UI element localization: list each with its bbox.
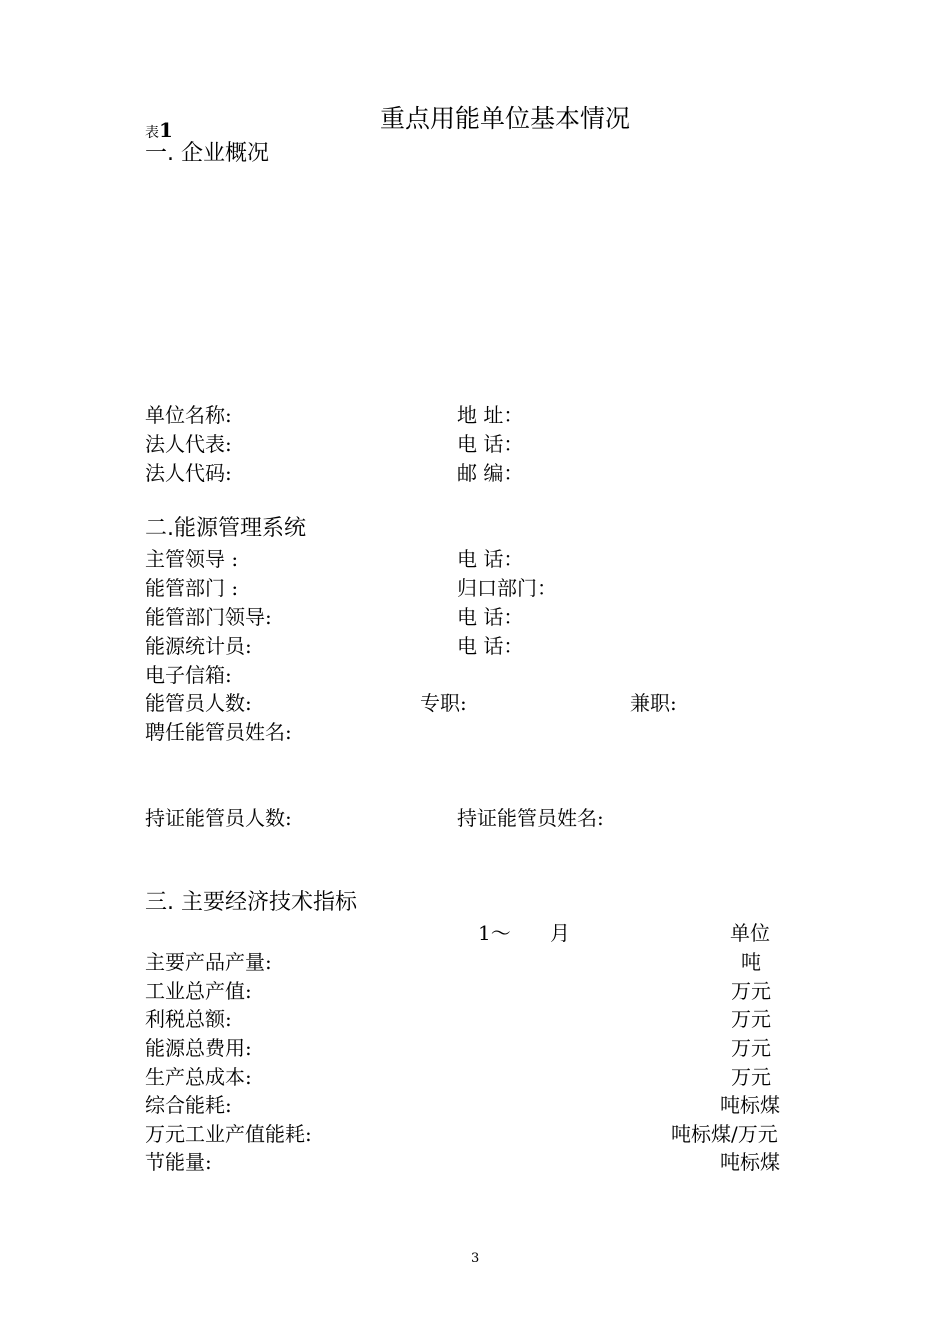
section1-heading: 一. 企业概况 bbox=[145, 141, 269, 166]
section1-row-right: 电 话： bbox=[457, 432, 524, 456]
section2-heading: 二.能源管理系统 bbox=[145, 516, 306, 541]
indicator-label: 利税总额: bbox=[145, 1007, 232, 1031]
table-label bbox=[145, 120, 173, 140]
table-prefix: 表 bbox=[145, 125, 159, 141]
section1-row-right: 地 址： bbox=[457, 403, 524, 427]
indicator-unit: 万元 bbox=[731, 1065, 771, 1089]
period-start: 1～ bbox=[478, 921, 511, 945]
section2-row-right: 电 话： bbox=[457, 547, 524, 571]
indicator-unit: 吨标煤 bbox=[720, 1150, 780, 1174]
section1-row-left: 法人代码: bbox=[145, 461, 232, 485]
indicator-label: 工业总产值: bbox=[145, 979, 252, 1003]
section3-heading: 三. 主要经济技术指标 bbox=[145, 890, 357, 915]
section2-row-right: 电 话： bbox=[457, 634, 524, 658]
indicator-label: 综合能耗: bbox=[145, 1093, 232, 1117]
unit-header: 单位 bbox=[730, 921, 770, 945]
section1-row-right: 邮 编： bbox=[457, 461, 524, 485]
indicator-label: 主要产品产量: bbox=[145, 950, 272, 974]
indicator-label: 节能量: bbox=[145, 1150, 212, 1174]
page-title: 重点用能单位基本情况 bbox=[380, 104, 631, 133]
certified-count-label: 持证能管员人数: bbox=[145, 806, 292, 830]
indicator-unit: 吨标煤 bbox=[720, 1093, 780, 1117]
staff-count-label: 能管员人数: bbox=[145, 691, 252, 715]
indicator-label: 生产总成本: bbox=[145, 1065, 252, 1089]
indicator-unit: 万元 bbox=[731, 979, 771, 1003]
section2-row-left: 能管部门 : bbox=[145, 576, 239, 600]
section1-row-left: 法人代表: bbox=[145, 432, 232, 456]
section2-row-left: 能管部门领导: bbox=[145, 605, 272, 629]
full-time-label: 专职: bbox=[420, 691, 467, 715]
section2-row-left: 主管领导 : bbox=[145, 547, 239, 571]
section2-row-right: 归口部门： bbox=[457, 576, 557, 600]
indicator-unit: 万元 bbox=[731, 1007, 771, 1031]
indicator-unit: 万元 bbox=[731, 1036, 771, 1060]
indicator-label: 万元工业产值能耗: bbox=[145, 1122, 312, 1146]
part-time-label: 兼职: bbox=[630, 691, 677, 715]
indicator-label: 能源总费用: bbox=[145, 1036, 252, 1060]
section2-row-right: 电 话： bbox=[457, 605, 524, 629]
email-label: 电子信箱: bbox=[145, 663, 232, 687]
table-number: 1 bbox=[159, 118, 173, 142]
page-number: 3 bbox=[471, 1251, 480, 1266]
appointed-names-label: 聘任能管员姓名: bbox=[145, 720, 292, 744]
indicator-unit: 吨标煤/万元 bbox=[671, 1122, 778, 1146]
section2-row-left: 能源统计员: bbox=[145, 634, 252, 658]
section1-row-left: 单位名称: bbox=[145, 403, 232, 427]
certified-names-label: 持证能管员姓名: bbox=[457, 806, 604, 830]
period-month: 月 bbox=[550, 921, 570, 945]
indicator-unit: 吨 bbox=[741, 950, 761, 974]
